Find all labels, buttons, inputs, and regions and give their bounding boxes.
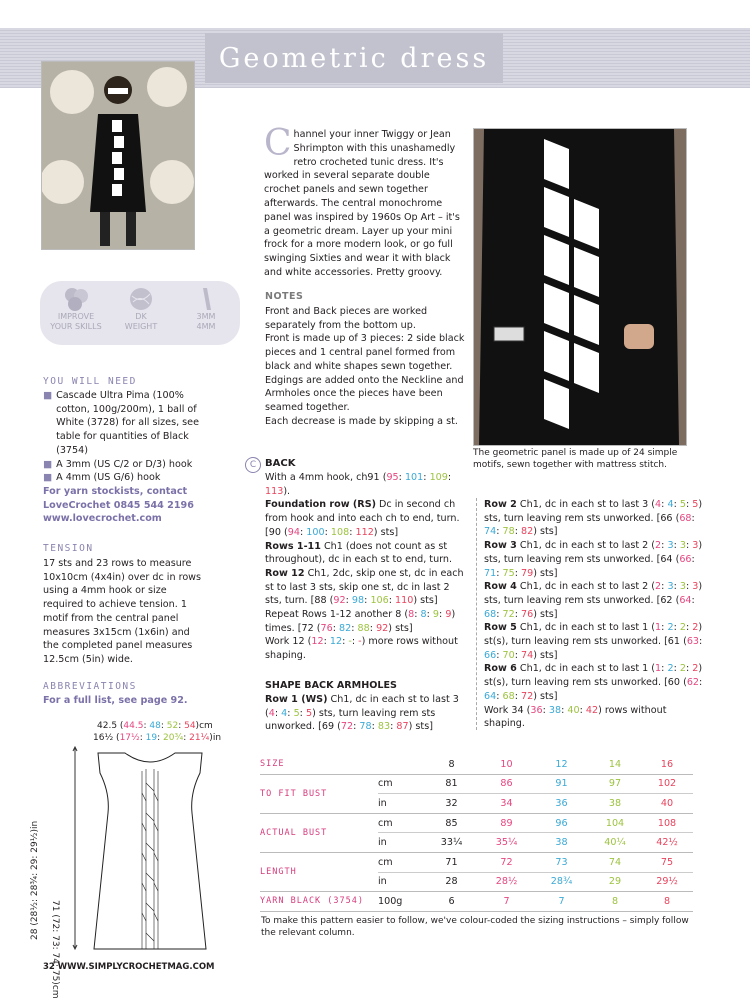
colour-note: To make this pattern easier to follow, we've colour-coded the sizing instructions – simply follow the relevant column.: [261, 916, 689, 938]
skill-label: 4MM: [196, 322, 216, 331]
notes-heading: NOTES: [265, 291, 304, 302]
row-instruction: Row 5 Ch1, dc in each st to last 1 (1: 2: 2: 2) st(s), turn leaving rem sts unworked. [61 (63: 66: 70: 74) sts]: [484, 622, 703, 661]
notes-text: [265, 305, 465, 428]
table-row: ACTUAL BUST cm 85 89 96 104 108: [260, 813, 693, 833]
intro-paragraph: Channel your inner Twiggy or Jean Shrimpton with this unashamedly retro crocheted tunic dress. It's worked in several separate double crochet panels and sewn together afterwards. The central monochrome panel was inspired by 1960s Op Art – it's a geometric dream. Layer up your mini frock for a more modern look, or go full swinging Sixties and wear it with black and white accessories. Pretty groovy.: [264, 123, 460, 278]
row-instruction: Row 3 Ch1, dc in each st to last 2 (2: 3: 3: 3) sts, turn leaving rem sts unworked. [64 (66: 71: 75: 79) sts]: [484, 540, 703, 579]
skill-label: YOUR SKILLS: [50, 322, 102, 331]
you-will-need-list: [43, 389, 203, 526]
armhole-rows: [484, 498, 706, 731]
table-row-label: SIZE: [260, 759, 285, 770]
you-will-need-heading: YOU WILL NEED: [43, 376, 137, 387]
row-instruction: Row 6 Ch1, dc in each st to last 1 (1: 2: 2: 2) st(s), turn leaving rem sts unworked. [60 (62: 64: 68: 72) sts]: [484, 663, 703, 702]
table-cell: 16: [660, 758, 674, 770]
table-row: TO FIT BUST cm 81 86 91 97 102: [260, 774, 693, 794]
table-row: in 33¼ 35¼ 38 40¼ 42½: [260, 833, 693, 853]
table-cell: 12: [555, 758, 568, 770]
model-photo: [41, 61, 195, 250]
list-item: ■ A 3mm (US C/2 or D/3) hook: [43, 458, 193, 470]
section-marker-icon: C: [245, 457, 261, 473]
notes-line: Front and Back pieces are worked separately from the bottom up.: [265, 306, 428, 331]
stockists-phone: LoveCrochet 0845 544 2196: [43, 499, 194, 511]
back-text: With a 4mm hook, ch91 (95: 101: 109: 113). Foundation row (RS) Dc in second ch from hook and into each ch to end, turn. [90 (94: 100: 108: 112) sts] Rows 1-11 Ch1 (does not count as st throughout), dc in each st to end, turn. Row 12 Ch1, 2dc, skip one st, dc in each st to last 3 sts, skip one st, dc in last 2 sts, turn. [88 (92: 98: 106: 110) sts] Repeat Rows 1-12 another 8 (8: 8: 9: 9) times. [72 (76: 82: 88: 92) sts] Work 12 (12: 12: -: -) more rows without shaping.: [265, 472, 464, 662]
notes-line: Front is made up of 3 pieces: 2 side black pieces and 1 central panel formed from black and white shapes sewn together.: [265, 333, 465, 372]
diagram-width-in: 16½ (17½: 19: 20¾: 21¼)in: [93, 733, 222, 743]
skill-item-improve: [46, 286, 106, 332]
diagram-total-length: 28 (28½: 28¾: 29: 29½)in: [30, 820, 40, 940]
photo-caption: The geometric panel is made up of 24 simple motifs, sewn together with mattress stitch.: [473, 448, 678, 470]
tension-heading: TENSION: [43, 543, 94, 554]
column-divider: [476, 498, 477, 730]
skill-label: 3MM: [196, 312, 216, 321]
skill-label: WEIGHT: [124, 322, 158, 331]
row-instruction: Row 4 Ch1, dc in each st to last 2 (2: 3: 3: 3) sts, turn leaving rem sts unworked. [62 (64: 68: 72: 76) sts]: [484, 581, 703, 620]
notes-line: Each decrease is made by skipping a st.: [265, 415, 458, 427]
title-box: [205, 33, 503, 83]
skill-list: [46, 286, 236, 332]
stockists-text: For yarn stockists, contact: [43, 485, 188, 497]
table-row: LENGTH cm 71 72 73 74 75: [260, 852, 693, 872]
table-row-label: TO FIT BUST: [260, 774, 378, 813]
row-instruction: Row 2 Ch1, dc in each st to last 3 (4: 4: 5: 5) sts, turn leaving rem sts unworked. [66 (68: 74: 78: 82) sts]: [484, 499, 703, 538]
dress-closeup-photo: [473, 128, 687, 446]
skill-label: DK: [135, 312, 147, 321]
crochet-hook-icon: [193, 286, 219, 312]
page-title: Geometric dress: [218, 42, 490, 74]
row-instruction: Work 34 (36: 38: 40: 42) rows without shaping.: [484, 704, 667, 730]
table-cell: 8: [448, 758, 455, 770]
model-figure-illustration: [42, 62, 194, 249]
size-table: [260, 755, 693, 912]
stockists-link[interactable]: www.lovecrochet.com: [43, 513, 162, 525]
back-heading: BACK: [265, 458, 296, 469]
shape-back-text: Row 1 (WS) Ch1, dc in each st to last 3 (4: 4: 5: 5) sts, turn leaving rem sts unworked. [69 (72: 78: 83: 87) sts]: [265, 694, 459, 733]
table-row-label: ACTUAL BUST: [260, 813, 378, 852]
table-row: YARN BLACK (3754) 100g 6 7 7 8 8: [260, 892, 693, 912]
list-item: ■ A 4mm (US G/6) hook: [43, 472, 161, 484]
tension-text: 17 sts and 23 rows to measure 10x10cm (4x4in) over dc in rows using a 4mm hook or size required to achieve tension. 1 motif from the central panel measures 3x15cm (1x6in) and the completed panel measures 12.5cm (5in) wide.: [43, 558, 202, 665]
table-row: in 28 28½ 28¾ 29 29½: [260, 872, 693, 892]
table-row: in 32 34 36 38 40: [260, 794, 693, 814]
diagram-side-length: 71 (72: 73: 74: 75)cm: [50, 900, 60, 999]
dress-diagram: [70, 743, 230, 957]
table-row-label: LENGTH: [260, 852, 378, 891]
table-row: [260, 755, 693, 774]
notes-line: Edgings are added onto the Neckline and Armholes once the pieces have been seamed together.: [265, 374, 464, 413]
drop-cap: C: [264, 123, 292, 164]
skill-item-weight: [111, 286, 171, 332]
table-cell: 14: [608, 758, 622, 770]
diagram-width-cm: 42.5 (44.5: 48: 52: 54)cm: [97, 721, 213, 731]
table-cell: 10: [500, 758, 513, 770]
abbreviations-heading: ABBREVIATIONS: [43, 681, 137, 692]
skill-label: IMPROVE: [57, 312, 95, 321]
shape-back-heading: SHAPE BACK ARMHOLES: [265, 680, 397, 691]
skill-item-hook: [176, 286, 236, 332]
dress-panel-illustration: [474, 129, 686, 445]
table-row-label: YARN BLACK (3754): [260, 896, 364, 907]
yarn-skeins-icon: [63, 286, 89, 312]
list-item: ■ Cascade Ultra Pima (100% cotton, 100g/200m), 1 ball of White (3728) for all sizes, see table for quantities of Black (3754): [43, 390, 199, 456]
abbreviations-link[interactable]: For a full list, see page 92.: [43, 695, 188, 706]
page-footer: 32 WWW.SIMPLYCROCHETMAG.COM: [43, 962, 215, 972]
yarn-ball-icon: [128, 286, 154, 312]
